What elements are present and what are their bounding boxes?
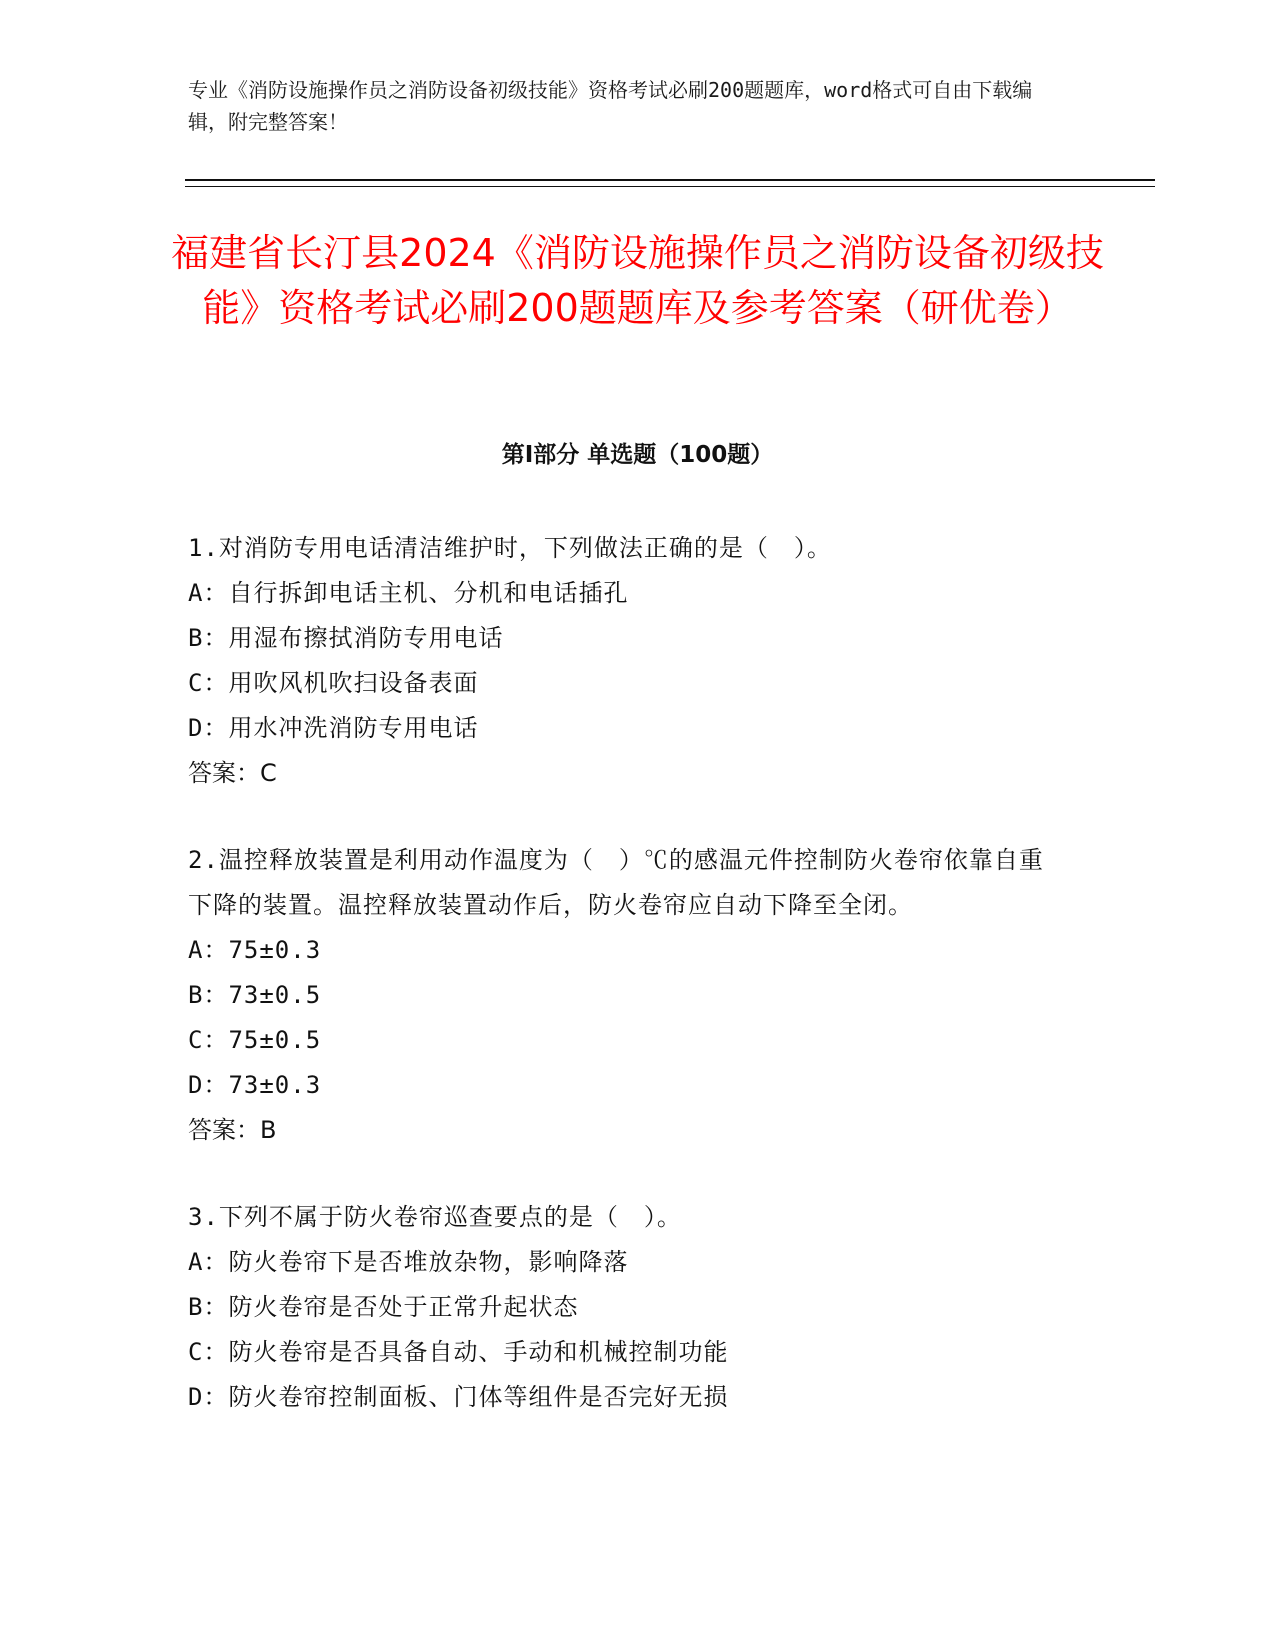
question-1 — [188, 526, 1068, 796]
question-list — [188, 526, 1068, 1462]
question-2 — [188, 838, 1068, 1153]
option-b: B：用湿布擦拭消防专用电话 — [188, 624, 504, 652]
option-c: C：防火卷帘是否具备自动、手动和机械控制功能 — [188, 1338, 729, 1366]
question-3 — [188, 1195, 1068, 1420]
option-b: B：防火卷帘是否处于正常升起状态 — [188, 1293, 579, 1321]
option-c: C：用吹风机吹扫设备表面 — [188, 669, 479, 697]
option-d: D：73±0.3 — [188, 1071, 322, 1099]
answer: 答案：C — [188, 759, 277, 787]
header-note: 专业《消防设施操作员之消防设备初级技能》资格考试必刷200题题库，word格式可自由下载编辑，附完整答案！ — [188, 78, 1033, 134]
option-d: D：用水冲洗消防专用电话 — [188, 714, 479, 742]
question-stem: 1.对消防专用电话清洁维护时，下列做法正确的是（ ）。 — [188, 534, 832, 562]
option-d: D：防火卷帘控制面板、门体等组件是否完好无损 — [188, 1383, 729, 1411]
option-b: B：73±0.5 — [188, 981, 322, 1009]
option-c: C：75±0.5 — [188, 1026, 322, 1054]
section-heading: 第Ⅰ部分 单选题（100题） — [501, 442, 774, 468]
option-a: A：自行拆卸电话主机、分机和电话插孔 — [188, 579, 629, 607]
question-stem: 3.下列不属于防火卷帘巡查要点的是（ ）。 — [188, 1203, 682, 1231]
header-divider-thin — [185, 186, 1155, 187]
option-a: A：防火卷帘下是否堆放杂物，影响降落 — [188, 1248, 629, 1276]
answer: 答案：B — [188, 1116, 277, 1144]
header-divider-thick — [185, 179, 1155, 181]
document-title: 福建省长汀县2024《消防设施操作员之消防设备初级技能》资格考试必刷200题题库及参考答案（研优卷） — [171, 231, 1104, 330]
question-stem: 2.温控释放装置是利用动作温度为（ ）℃的感温元件控制防火卷帘依靠自重下降的装置。温控释放装置动作后，防火卷帘应自动下降至全闭。 — [188, 846, 1044, 919]
option-a: A：75±0.3 — [188, 936, 322, 964]
